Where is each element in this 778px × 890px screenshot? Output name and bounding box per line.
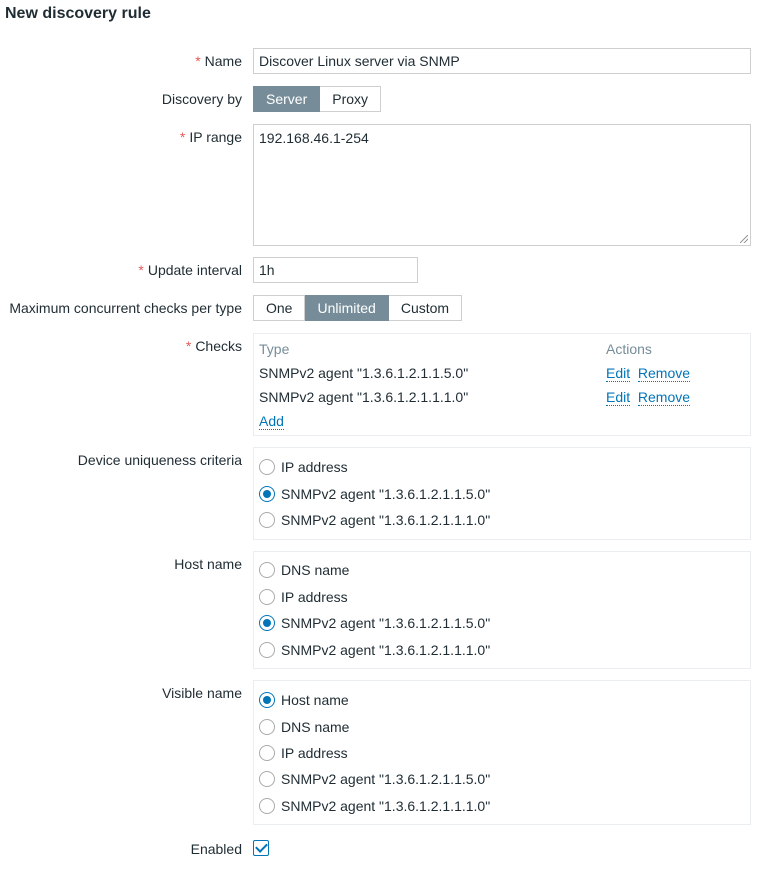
ip-range-value: 192.168.46.1-254 [259, 130, 369, 146]
host-name-label: Host name [174, 556, 242, 572]
max-checks-label: Maximum concurrent checks per type [9, 300, 242, 316]
update-interval-label: * Update interval [138, 262, 242, 278]
discovery-by-server-option[interactable]: Server [253, 86, 320, 112]
max-checks-toggle [253, 295, 462, 321]
radio-icon[interactable] [259, 459, 275, 475]
visible-name-option[interactable]: IP address [259, 743, 348, 763]
uniqueness-label: Device uniqueness criteria [77, 452, 242, 468]
uniqueness-radio-group [253, 447, 751, 540]
radio-selected-icon[interactable] [259, 486, 275, 502]
visible-name-option[interactable]: DNS name [259, 717, 349, 737]
enabled-checkbox[interactable] [253, 840, 269, 856]
radio-selected-icon[interactable] [259, 692, 275, 708]
max-checks-custom-option[interactable]: Custom [389, 295, 462, 321]
visible-name-option[interactable]: Host name [259, 690, 349, 710]
visible-name-option[interactable]: SNMPv2 agent "1.3.6.1.2.1.1.5.0" [259, 769, 490, 789]
checks-table [253, 333, 751, 436]
ip-range-textarea[interactable] [253, 124, 751, 246]
resize-handle-icon[interactable] [740, 235, 748, 243]
radio-icon[interactable] [259, 642, 275, 658]
checks-label: * Checks [185, 338, 242, 354]
checks-type-header: Type [259, 341, 290, 357]
discovery-by-label: Discovery by [161, 91, 242, 107]
host-name-option[interactable]: SNMPv2 agent "1.3.6.1.2.1.1.1.0" [259, 640, 490, 660]
radio-icon[interactable] [259, 719, 275, 735]
visible-name-label: Visible name [162, 685, 242, 701]
add-check-link[interactable]: Add [259, 413, 284, 429]
uniqueness-option[interactable]: SNMPv2 agent "1.3.6.1.2.1.1.5.0" [259, 484, 490, 504]
max-checks-one-option[interactable]: One [253, 295, 305, 321]
enabled-label: Enabled [190, 841, 242, 857]
check-edit-link[interactable]: Edit [606, 389, 631, 405]
checks-actions-header: Actions [606, 341, 652, 357]
radio-icon[interactable] [259, 512, 275, 528]
visible-name-option[interactable]: SNMPv2 agent "1.3.6.1.2.1.1.1.0" [259, 796, 490, 816]
radio-icon[interactable] [259, 745, 275, 761]
check-remove-link[interactable]: Remove [637, 365, 691, 381]
radio-icon[interactable] [259, 798, 275, 814]
update-interval-input[interactable]: 1h [253, 257, 418, 283]
check-edit-link[interactable]: Edit [606, 365, 631, 381]
name-label: * Name [195, 53, 242, 69]
visible-name-radio-group [253, 680, 751, 825]
radio-selected-icon[interactable] [259, 615, 275, 631]
uniqueness-option[interactable]: SNMPv2 agent "1.3.6.1.2.1.1.1.0" [259, 510, 490, 530]
discovery-by-toggle [253, 86, 381, 112]
host-name-radio-group [253, 551, 751, 669]
radio-icon[interactable] [259, 589, 275, 605]
check-remove-link[interactable]: Remove [637, 389, 691, 405]
radio-icon[interactable] [259, 562, 275, 578]
discovery-by-proxy-option[interactable]: Proxy [320, 86, 381, 112]
host-name-option[interactable]: DNS name [259, 560, 349, 580]
name-input[interactable]: Discover Linux server via SNMP [253, 48, 751, 74]
check-row-type: SNMPv2 agent "1.3.6.1.2.1.1.1.0" [259, 389, 469, 405]
page-title: New discovery rule [5, 5, 151, 22]
uniqueness-option[interactable]: IP address [259, 457, 348, 477]
check-row-type: SNMPv2 agent "1.3.6.1.2.1.1.5.0" [259, 365, 469, 381]
radio-icon[interactable] [259, 771, 275, 787]
host-name-option[interactable]: IP address [259, 587, 348, 607]
ip-range-label: * IP range [179, 129, 242, 145]
required-marker: * [195, 53, 201, 69]
host-name-option[interactable]: SNMPv2 agent "1.3.6.1.2.1.1.5.0" [259, 613, 490, 633]
max-checks-unlimited-option[interactable]: Unlimited [305, 295, 388, 321]
